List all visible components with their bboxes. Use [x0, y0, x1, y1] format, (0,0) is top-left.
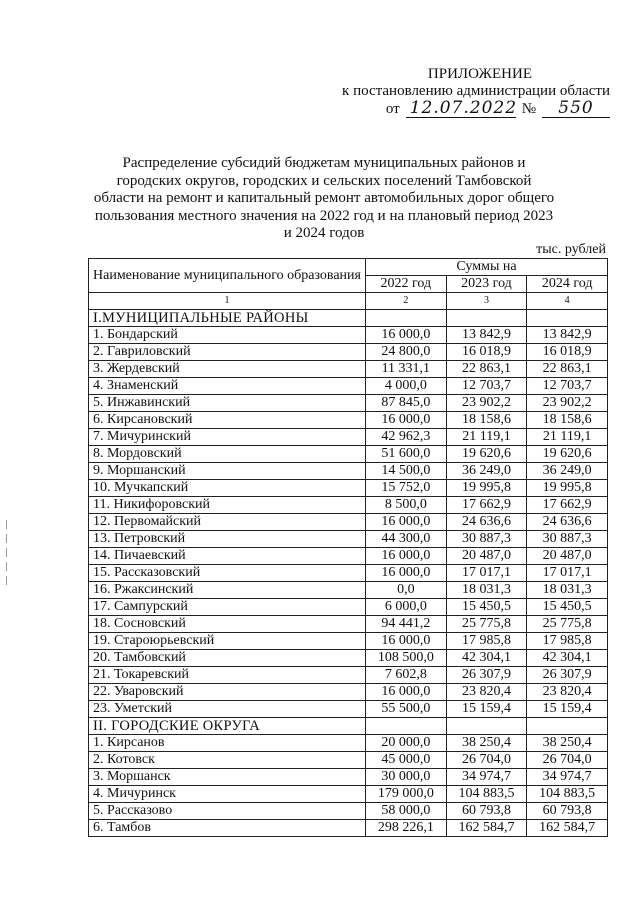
subsidy-amount: 6 000,0 — [365, 599, 446, 616]
municipality-name: 5. Инжавинский — [89, 395, 366, 412]
handwritten-date: 12.07.2022 — [406, 100, 516, 118]
subsidy-amount: 34 974,7 — [446, 769, 527, 786]
municipality-name: 7. Мичуринский — [89, 429, 366, 446]
subsidy-amount: 55 500,0 — [365, 701, 446, 718]
column-header-year: 2024 год — [527, 276, 608, 293]
subsidy-amount: 42 962,3 — [365, 429, 446, 446]
subsidy-amount: 20 487,0 — [446, 548, 527, 565]
subsidy-amount: 162 584,7 — [527, 820, 608, 837]
table-row — [89, 701, 608, 718]
section-title: I.МУНИЦИПАЛЬНЫЕ РАЙОНЫ — [89, 310, 366, 327]
subsidy-amount: 17 985,8 — [446, 633, 527, 650]
column-index: 4 — [527, 293, 608, 310]
subsidy-amount: 12 703,7 — [527, 378, 608, 395]
subsidy-amount: 18 031,3 — [446, 582, 527, 599]
municipality-name: 6. Кирсановский — [89, 412, 366, 429]
table-row — [89, 667, 608, 684]
subsidy-amount: 20 487,0 — [527, 548, 608, 565]
subsidy-amount: 7 602,8 — [365, 667, 446, 684]
subsidy-amount: 23 820,4 — [527, 684, 608, 701]
subsidy-amount: 20 000,0 — [365, 735, 446, 752]
margin-marks — [6, 520, 9, 590]
subsidy-amount: 36 249,0 — [527, 463, 608, 480]
municipality-name: 17. Сампурский — [89, 599, 366, 616]
column-header-sums: Суммы на — [365, 259, 607, 276]
subsidy-amount: 30 887,3 — [527, 531, 608, 548]
empty-cell — [446, 718, 527, 735]
municipality-name: 23. Уметский — [89, 701, 366, 718]
column-header-name: Наименование муниципального образования — [89, 259, 366, 293]
empty-cell — [365, 718, 446, 735]
appendix-title: ПРИЛОЖЕНИЕ — [427, 66, 532, 82]
table-row — [89, 820, 608, 837]
municipality-name: 18. Сосновский — [89, 616, 366, 633]
subsidy-amount: 15 450,5 — [446, 599, 527, 616]
subsidy-amount: 94 441,2 — [365, 616, 446, 633]
table-row — [89, 497, 608, 514]
subsidy-amount: 22 863,1 — [527, 361, 608, 378]
subsidy-amount: 22 863,1 — [446, 361, 527, 378]
subsidy-amount: 51 600,0 — [365, 446, 446, 463]
subsidy-amount: 14 500,0 — [365, 463, 446, 480]
subsidy-amount: 11 331,1 — [365, 361, 446, 378]
from-label: от — [385, 101, 400, 117]
subsidy-amount: 19 995,8 — [527, 480, 608, 497]
table-row — [89, 582, 608, 599]
subsidy-amount: 16 000,0 — [365, 412, 446, 429]
subsidy-amount: 16 000,0 — [365, 633, 446, 650]
table-row — [89, 480, 608, 497]
table-row — [89, 514, 608, 531]
table-row — [89, 786, 608, 803]
municipality-name: 3. Жердевский — [89, 361, 366, 378]
municipality-name: 4. Знаменский — [89, 378, 366, 395]
subsidy-amount: 24 636,6 — [446, 514, 527, 531]
subsidy-amount: 42 304,1 — [527, 650, 608, 667]
table-row — [89, 531, 608, 548]
subsidy-amount: 15 752,0 — [365, 480, 446, 497]
subsidy-amount: 18 158,6 — [527, 412, 608, 429]
subsidy-amount: 60 793,8 — [527, 803, 608, 820]
table-row — [89, 548, 608, 565]
section-row — [89, 718, 608, 735]
column-header-year: 2023 год — [446, 276, 527, 293]
subsidy-amount: 26 704,0 — [446, 752, 527, 769]
municipality-name: 11. Никифоровский — [89, 497, 366, 514]
table-row — [89, 616, 608, 633]
subsidy-amount: 19 620,6 — [527, 446, 608, 463]
subsidy-amount: 25 775,8 — [446, 616, 527, 633]
table-row — [89, 378, 608, 395]
subsidy-amount: 19 620,6 — [446, 446, 527, 463]
subsidy-amount: 108 500,0 — [365, 650, 446, 667]
subsidy-amount: 25 775,8 — [527, 616, 608, 633]
subsidy-amount: 87 845,0 — [365, 395, 446, 412]
table-row — [89, 395, 608, 412]
subsidy-amount: 16 000,0 — [365, 548, 446, 565]
municipality-name: 13. Петровский — [89, 531, 366, 548]
subsidy-amount: 16 018,9 — [527, 344, 608, 361]
municipality-name: 20. Тамбовский — [89, 650, 366, 667]
table-row — [89, 769, 608, 786]
units-label: тыс. рублей — [536, 242, 606, 257]
subsidy-amount: 15 159,4 — [527, 701, 608, 718]
table-body — [89, 310, 608, 837]
table-row — [89, 412, 608, 429]
municipality-name: 5. Рассказово — [89, 803, 366, 820]
subsidy-amount: 15 450,5 — [527, 599, 608, 616]
subsidy-amount: 23 820,4 — [446, 684, 527, 701]
subsidy-amount: 13 842,9 — [446, 327, 527, 344]
table-row — [89, 429, 608, 446]
municipality-name: 3. Моршанск — [89, 769, 366, 786]
empty-cell — [365, 310, 446, 327]
table-row — [89, 752, 608, 769]
subsidy-amount: 26 307,9 — [446, 667, 527, 684]
subsidy-amount: 34 974,7 — [527, 769, 608, 786]
municipality-name: 15. Рассказовский — [89, 565, 366, 582]
column-header-year: 2022 год — [365, 276, 446, 293]
subsidy-amount: 18 031,3 — [527, 582, 608, 599]
table-row — [89, 735, 608, 752]
subsidy-amount: 36 249,0 — [446, 463, 527, 480]
subsidy-amount: 38 250,4 — [446, 735, 527, 752]
municipality-name: 22. Уваровский — [89, 684, 366, 701]
municipality-name: 2. Котовск — [89, 752, 366, 769]
subsidy-amount: 44 300,0 — [365, 531, 446, 548]
municipality-name: 1. Кирсанов — [89, 735, 366, 752]
subsidy-amount: 104 883,5 — [446, 786, 527, 803]
subsidy-amount: 21 119,1 — [446, 429, 527, 446]
subsidy-amount: 30 887,3 — [446, 531, 527, 548]
table-row — [89, 650, 608, 667]
subsidy-amount: 58 000,0 — [365, 803, 446, 820]
municipality-name: 6. Тамбов — [89, 820, 366, 837]
appendix-resolution-line: к постановлению администрации области — [342, 83, 610, 99]
table-row — [89, 361, 608, 378]
subsidy-amount: 23 902,2 — [446, 395, 527, 412]
subsidy-amount: 104 883,5 — [527, 786, 608, 803]
subsidy-amount: 17 017,1 — [527, 565, 608, 582]
subsidy-amount: 0,0 — [365, 582, 446, 599]
table-row — [89, 565, 608, 582]
table-row — [89, 446, 608, 463]
subsidy-amount: 15 159,4 — [446, 701, 527, 718]
municipality-name: 21. Токаревский — [89, 667, 366, 684]
subsidy-table — [88, 258, 608, 837]
handwritten-number: 550 — [542, 100, 610, 118]
subsidy-amount: 38 250,4 — [527, 735, 608, 752]
subsidy-amount: 179 000,0 — [365, 786, 446, 803]
table-row — [89, 633, 608, 650]
subsidy-amount: 45 000,0 — [365, 752, 446, 769]
municipality-name: 4. Мичуринск — [89, 786, 366, 803]
section-row — [89, 310, 608, 327]
table-row — [89, 327, 608, 344]
number-label: № — [521, 101, 536, 117]
subsidy-amount: 26 704,0 — [527, 752, 608, 769]
subsidy-amount: 30 000,0 — [365, 769, 446, 786]
appendix-block — [310, 66, 610, 118]
subsidy-amount: 16 000,0 — [365, 565, 446, 582]
subsidy-amount: 162 584,7 — [446, 820, 527, 837]
municipality-name: 8. Мордовский — [89, 446, 366, 463]
column-index: 3 — [446, 293, 527, 310]
subsidy-amount: 24 636,6 — [527, 514, 608, 531]
table-row — [89, 599, 608, 616]
municipality-name: 2. Гавриловский — [89, 344, 366, 361]
column-index: 2 — [365, 293, 446, 310]
subsidy-amount: 16 000,0 — [365, 514, 446, 531]
subsidy-amount: 16 000,0 — [365, 327, 446, 344]
municipality-name: 16. Ржаксинский — [89, 582, 366, 599]
subsidy-amount: 13 842,9 — [527, 327, 608, 344]
municipality-name: 19. Староюрьевский — [89, 633, 366, 650]
municipality-name: 9. Моршанский — [89, 463, 366, 480]
subsidy-amount: 17 985,8 — [527, 633, 608, 650]
subsidy-amount: 4 000,0 — [365, 378, 446, 395]
subsidy-amount: 8 500,0 — [365, 497, 446, 514]
subsidy-amount: 298 226,1 — [365, 820, 446, 837]
subsidy-amount: 60 793,8 — [446, 803, 527, 820]
subsidy-amount: 42 304,1 — [446, 650, 527, 667]
municipality-name: 12. Первомайский — [89, 514, 366, 531]
table-row — [89, 684, 608, 701]
subsidy-amount: 16 000,0 — [365, 684, 446, 701]
table-row — [89, 463, 608, 480]
subsidy-amount: 23 902,2 — [527, 395, 608, 412]
municipality-name: 14. Пичаевский — [89, 548, 366, 565]
table-row — [89, 803, 608, 820]
subsidy-amount: 17 662,9 — [527, 497, 608, 514]
appendix-date-number-line — [310, 100, 610, 118]
subsidy-amount: 18 158,6 — [446, 412, 527, 429]
municipality-name: 10. Мучкапский — [89, 480, 366, 497]
subsidy-amount: 26 307,9 — [527, 667, 608, 684]
subsidy-amount: 24 800,0 — [365, 344, 446, 361]
empty-cell — [446, 310, 527, 327]
empty-cell — [527, 718, 608, 735]
section-title: II. ГОРОДСКИЕ ОКРУГА — [89, 718, 366, 735]
column-index: 1 — [89, 293, 366, 310]
document-heading: Распределение субсидий бюджетам муниципальных районов и городских округов, городских и сельских поселений Тамбовской области на ремонт и капитальный ремонт автомобильных дорог общего пользования местного значения на 2022 год и на плановый период 2023 и 2024 годов — [93, 155, 555, 241]
subsidy-amount: 17 662,9 — [446, 497, 527, 514]
subsidy-amount: 12 703,7 — [446, 378, 527, 395]
empty-cell — [527, 310, 608, 327]
municipality-name: 1. Бондарский — [89, 327, 366, 344]
subsidy-amount: 17 017,1 — [446, 565, 527, 582]
subsidy-amount: 16 018,9 — [446, 344, 527, 361]
table-row — [89, 344, 608, 361]
subsidy-amount: 21 119,1 — [527, 429, 608, 446]
subsidy-amount: 19 995,8 — [446, 480, 527, 497]
